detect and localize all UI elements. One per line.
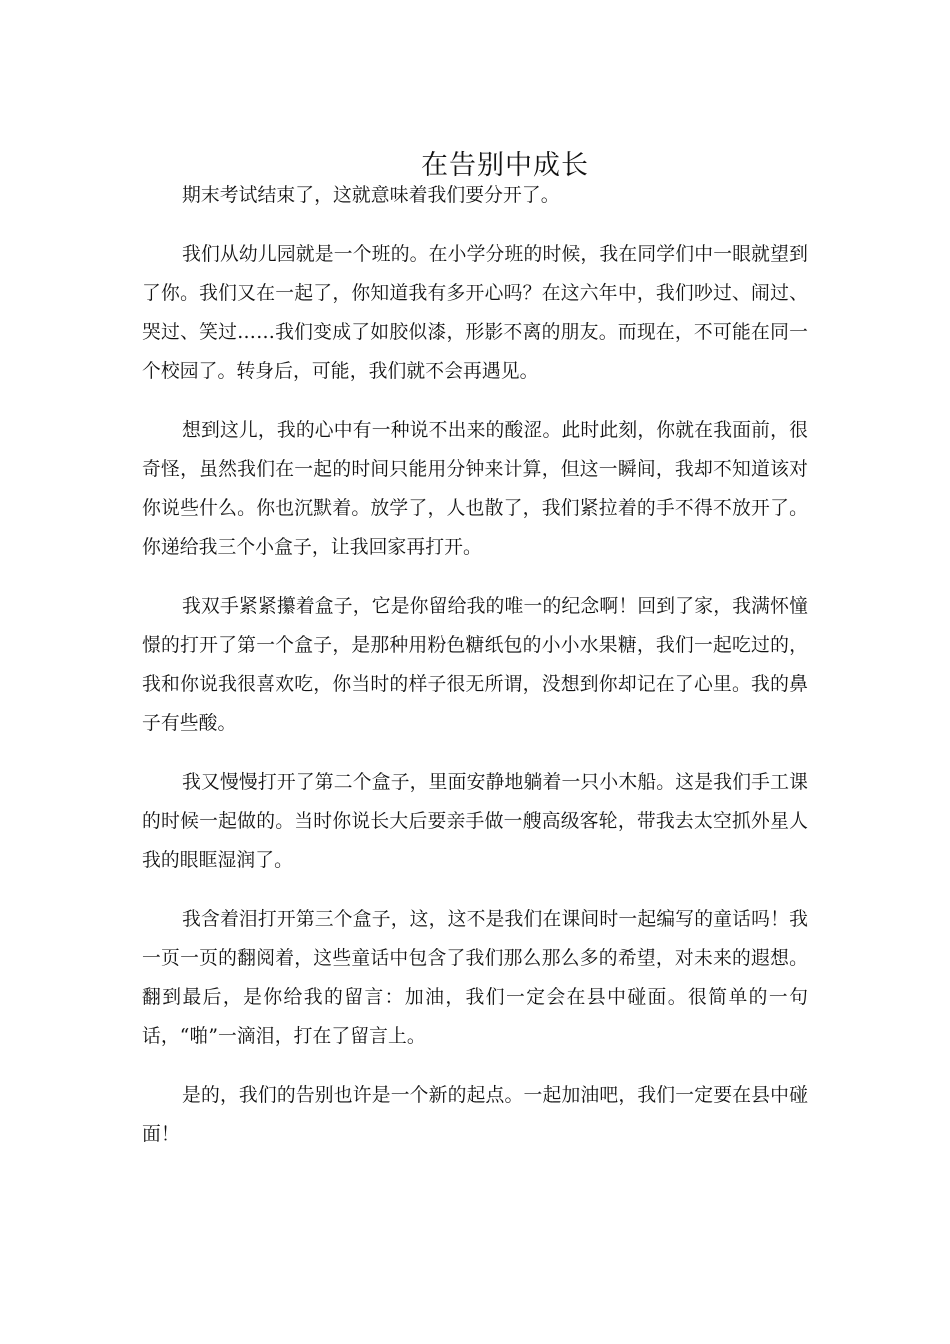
paragraph-3: 想到这儿，我的心中有一种说不出来的酸涩。此时此刻，你就在我面前，很奇怪，虽然我们在一起的时间只能用分钟来计算，但这一瞬间，我却不知道该对你说些什么。你也沉默着。放学了，人也散了，我们紧拉着的手不得不放开了。你递给我三个小盒子，让我回家再打开。 — [142, 420, 808, 558]
essay-body — [142, 176, 808, 1174]
paragraph-5: 我又慢慢打开了第二个盒子，里面安静地躺着一只小木船。这是我们手工课的时候一起做的。当时你说长大后要亲手做一艘高级客轮，带我去太空抓外星人我的眼眶湿润了。 — [142, 772, 808, 871]
paragraph-1: 期末考试结束了，这就意味着我们要分开了。 — [182, 185, 560, 206]
essay-title: 在告别中成长 — [421, 150, 589, 182]
paragraph-4: 我双手紧紧攥着盒子，它是你留给我的唯一的纪念啊！回到了家，我满怀憧憬的打开了第一个盒子，是那种用粉色糖纸包的小小水果糖，我们一起吃过的，我和你说我很喜欢吃，你当时的样子很无所谓，没想到你却记在了心里。我的鼻子有些酸。 — [142, 596, 808, 734]
paragraph-6: 我含着泪打开第三个盒子，这，这不是我们在课间时一起编写的童话吗！我一页一页的翻阅着，这些童话中包含了我们那么那么多的希望，对未来的遐想。翻到最后，是你给我的留言：加油，我们一定会在县中碰面。很简单的一句话，“啪”一滴泪，打在了留言上。 — [142, 909, 808, 1047]
paragraph-7: 是的，我们的告别也许是一个新的起点。一起加油吧，我们一定要在县中碰面！ — [142, 1085, 808, 1145]
paragraph-2: 我们从幼儿园就是一个班的。在小学分班的时候，我在同学们中一眼就望到了你。我们又在一起了，你知道我有多开心吗？在这六年中，我们吵过、闹过、哭过、笑过……我们变成了如胶似漆，形影不离的朋友。而现在，不可能在同一个校园了。转身后，可能，我们就不会再遇见。 — [142, 244, 808, 382]
